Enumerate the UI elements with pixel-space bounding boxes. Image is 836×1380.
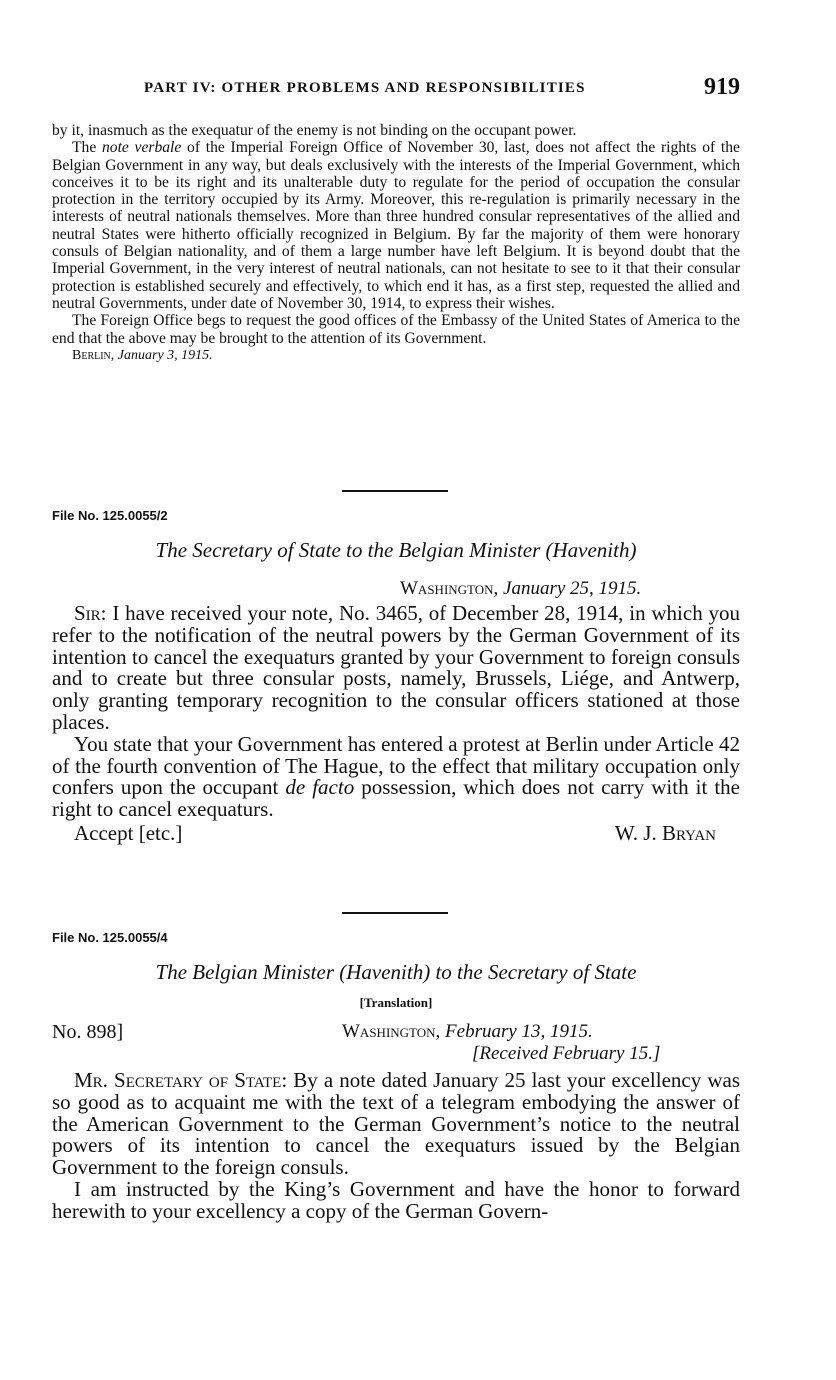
translation-note: [Translation]	[359, 995, 433, 1010]
paragraph: by it, inasmuch as the exequatur of the enemy is not binding on the occupant power.	[52, 122, 577, 139]
document-heading: The Belgian Minister (Havenith) to the Secretary of State	[155, 960, 637, 984]
section-german-note-end	[52, 122, 740, 364]
text-run: possession, which does not carry with it the right to cancel exequaturs.	[52, 775, 740, 822]
running-title: PART IV: OTHER PROBLEMS AND RESPONSIBILITIES	[144, 80, 586, 96]
salutation: Mr. Secretary of State:	[74, 1068, 288, 1092]
dateline-place: Berlin,	[72, 347, 115, 363]
document-heading: The Secretary of State to the Belgian Minister (Havenith)	[155, 538, 637, 562]
section-divider	[342, 490, 448, 492]
file-number: File No. 125.0055/2	[52, 508, 168, 523]
dateline-place: Washington,	[342, 1021, 441, 1042]
paragraph	[52, 603, 740, 734]
salutation: Sir:	[74, 601, 107, 625]
section-belgian-letter	[52, 1070, 740, 1223]
paragraph	[52, 139, 740, 312]
paragraph	[52, 1070, 740, 1179]
dateline-date: February 13, 1915.	[445, 1021, 593, 1042]
file-number: File No. 125.0055/4	[52, 930, 168, 945]
section-secretary-letter	[52, 603, 740, 845]
running-header	[52, 74, 740, 104]
section-divider	[342, 912, 448, 914]
page-number: 919	[704, 74, 740, 100]
note-number: No. 898]	[52, 1021, 124, 1043]
dateline	[400, 578, 641, 600]
italic-term: de facto	[285, 775, 355, 800]
closing: Accept [etc.]	[74, 820, 183, 845]
paragraph	[52, 731, 740, 822]
dateline	[342, 1021, 593, 1043]
text-run: By a note dated January 25 last your excellency was so good as to acquaint me with the text of a telegram embodying the answer of the American Government to the German Government’s notice to the neutral powers of its intention to cancel the exequaturs issued by the Belgian Government to the foreign consuls.	[52, 1068, 741, 1180]
text-run: I have received your note, No. 3465, of December 28, 1914, in which you refer to the notification of the neutral powers by the German Government of its intention to cancel the exequaturs granted by your Government to foreign consuls and to create but three consular posts, namely, Brussels, Liége, and Antwerp, only granting temporary recognition to the consular officers stationed at those places.	[52, 601, 740, 734]
dateline-date: January 25, 1915.	[503, 578, 642, 599]
dateline	[72, 348, 740, 364]
received-date: [Received February 15.]	[472, 1043, 661, 1064]
text-run: of the Imperial Foreign Office of November 30, last, does not affect the rights of the Belgian Government in any way, but deals exclusively with the interests of the Imperial Government, which conceives it to be its right and its unalterable duty to regulate for the period of occupation the consular protection in the territory occupied by its Army. Moreover, this re-regulation is primarily necessary in the interests of neutral nationals themselves. More than three hundred consular representatives of the allied and neutral States were hitherto officially recognized in Belgium. By far the majority of them were honorary consuls of Belgian nationality, and of them a large number have left Belgium. It is beyond doubt that the Imperial Government, in the very interest of neutral nationals, can not hesitate to see to it that their consular protection is established securely and effectively, to which end it has, as a first step, requested the allied and neutral Governments, under date of November 30, 1914, to express their wishes.	[52, 139, 740, 312]
text-run: You state that your Government has entered a protest at Berlin under Article 42 of the fourth convention of The Hague, to the effect that military occupation only confers upon the occupant	[52, 731, 740, 800]
closing-row	[52, 821, 740, 845]
dateline-place: Washington,	[400, 578, 499, 599]
dateline-date: January 3, 1915.	[117, 347, 213, 363]
text-run: The	[72, 139, 102, 157]
paragraph: The Foreign Office begs to request the good offices of the Embassy of the United States of America to the end that the above may be brought to the attention of its Government.	[52, 312, 740, 347]
signature: W. J. Bryan	[614, 820, 716, 845]
paragraph: I am instructed by the King’s Government and have the honor to forward herewith to your excellency a copy of the German Govern-	[52, 1176, 740, 1223]
italic-term: note verbale	[101, 139, 182, 157]
